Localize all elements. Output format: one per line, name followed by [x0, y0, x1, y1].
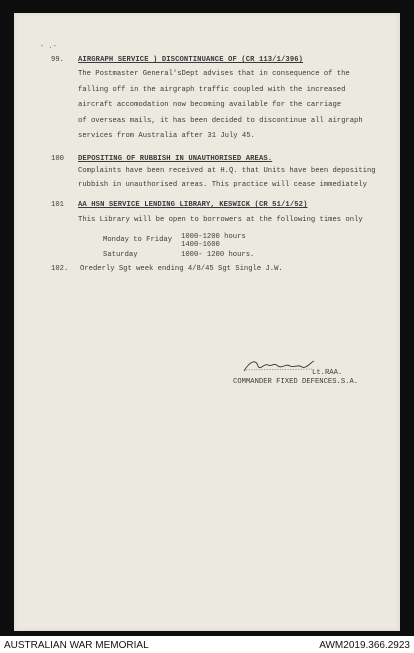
- item-number: 100: [51, 155, 64, 163]
- footer-accession-number: AWM2019.366.2923: [319, 640, 410, 651]
- body-line: of overseas mails, it has been decided to discontinue all airgraph: [78, 117, 363, 125]
- schedule-times: 1000- 1200 hours.: [181, 251, 255, 259]
- footer-bar: [0, 636, 414, 653]
- body-line: rubbish in unauthorised areas. This practice will cease immediately: [78, 181, 367, 189]
- schedule-day: Saturday: [103, 251, 138, 259]
- schedule-times: 1000-1200 hours: [181, 233, 246, 241]
- schedule-day: Monday to Friday: [103, 236, 173, 244]
- item-number: 101: [51, 201, 64, 209]
- body-line: This Library will be open to borrowers at the following times only: [78, 216, 363, 224]
- signature-title: COMMANDER FIXED DEFENCES.S.A.: [233, 378, 359, 386]
- body-line: Complaints have been received at H.Q. that Units have been depositing: [78, 167, 376, 175]
- signature-rank: Lt.RAA.: [312, 369, 343, 377]
- body-line: aircraft accomodation now becoming available for the carriage: [78, 101, 342, 109]
- item-heading: AA HSN SERVICE LENDING LIBRARY, KESWICK (CR 51/1/52): [78, 201, 308, 209]
- footer-credit: AUSTRALIAN WAR MEMORIAL: [4, 640, 149, 651]
- body-line: falling off in the airgraph traffic coupled with the increased: [78, 86, 346, 94]
- page-mark: - .-: [40, 43, 57, 51]
- item-heading: AIRGRAPH SERVICE ) DISCONTINUANCE OF (CR 113/1/396): [78, 56, 304, 64]
- body-line: services from Australia after 31 July 45.: [78, 132, 255, 140]
- body-line: Orederly Sgt week ending 4/8/45 Sgt Single J.W.: [80, 265, 283, 273]
- handwritten-signature: [240, 357, 320, 375]
- item-heading: DEPOSITING OF RUBBISH IN UNAUTHORISED AREAS.: [78, 155, 273, 163]
- schedule-times: 1400-1600: [181, 241, 220, 249]
- body-line: The Postmaster General'sDept advises that in consequence of the: [78, 70, 350, 78]
- item-number: 99.: [51, 56, 64, 64]
- item-number: 102.: [51, 265, 69, 273]
